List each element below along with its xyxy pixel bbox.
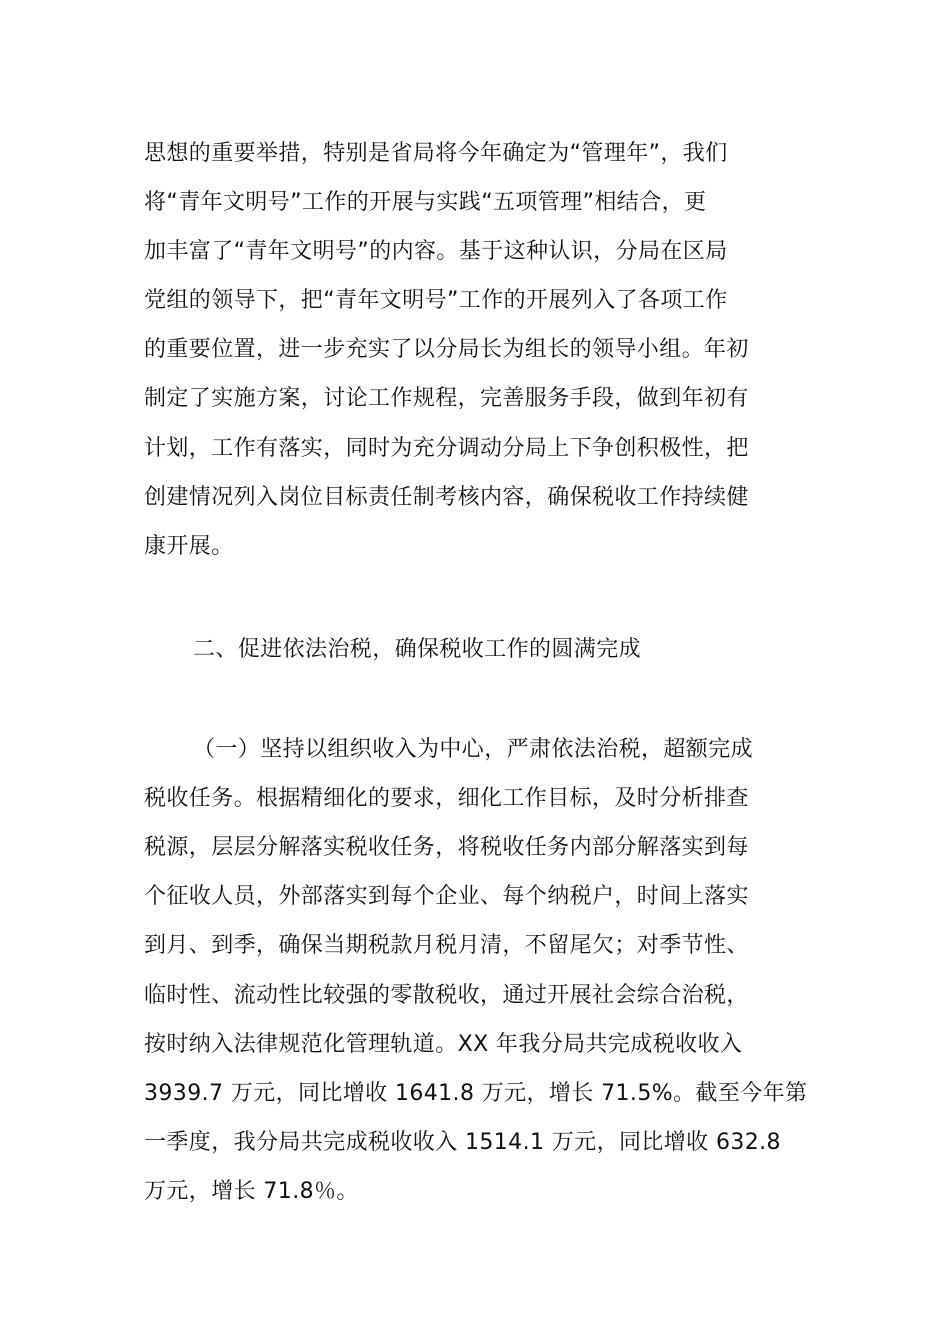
paragraph-line: 一季度，我分局共完成税收收入 1514.1 万元，同比增收 632.8: [144, 1130, 781, 1155]
paragraph-line: 的重要位置，进一步充实了以分局长为组长的领导小组。年初: [144, 337, 749, 362]
paragraph-line: 制定了实施方案，讨论工作规程，完善服务手段，做到年初有: [144, 386, 749, 411]
paragraph-line: 党组的领导下，把“青年文明号”工作的开展列入了各项工作: [144, 288, 728, 313]
paragraph-line: 3939.7 万元，同比增收 1641.8 万元，增长 71.5%。截至今年第: [144, 1081, 808, 1106]
paragraph-line: 将“青年文明号”工作的开展与实践“五项管理”相结合，更: [144, 190, 707, 215]
paragraph-line: 思想的重要举措，特别是省局将今年确定为“管理年”，我们: [144, 141, 728, 166]
paragraph-line: 康开展。: [144, 534, 234, 559]
section-heading: 二、促进依法治税，确保税收工作的圆满完成: [193, 637, 642, 662]
paragraph-line: （一）坚持以组织收入为中心，严肃依法治税，超额完成: [193, 737, 754, 762]
paragraph-line: 税源，层层分解落实税收任务，将税收任务内部分解落实到每: [144, 835, 749, 860]
paragraph-line: 临时性、流动性比较强的零散税收，通过开展社会综合治税，: [144, 983, 749, 1008]
paragraph-line: 创建情况列入岗位目标责任制考核内容，确保税收工作持续健: [144, 485, 749, 510]
paragraph-line: 到月、到季，确保当期税款月税月清，不留尾欠；对季节性、: [144, 933, 749, 958]
paragraph-line: 个征收人员，外部落实到每个企业、每个纳税户，时间上落实: [144, 884, 749, 909]
paragraph-line: 计划，工作有落实，同时为充分调动分局上下争创积极性，把: [144, 436, 749, 461]
paragraph-line: 万元，增长 71.8％。: [144, 1179, 359, 1204]
paragraph-line: 税收任务。根据精细化的要求，细化工作目标，及时分析排查: [144, 786, 749, 811]
paragraph-line: 按时纳入法律规范化管理轨道。XX 年我分局共完成税收收入: [144, 1032, 743, 1057]
paragraph-line: 加丰富了“青年文明号”的内容。基于这种认识，分局在区局: [144, 239, 728, 264]
